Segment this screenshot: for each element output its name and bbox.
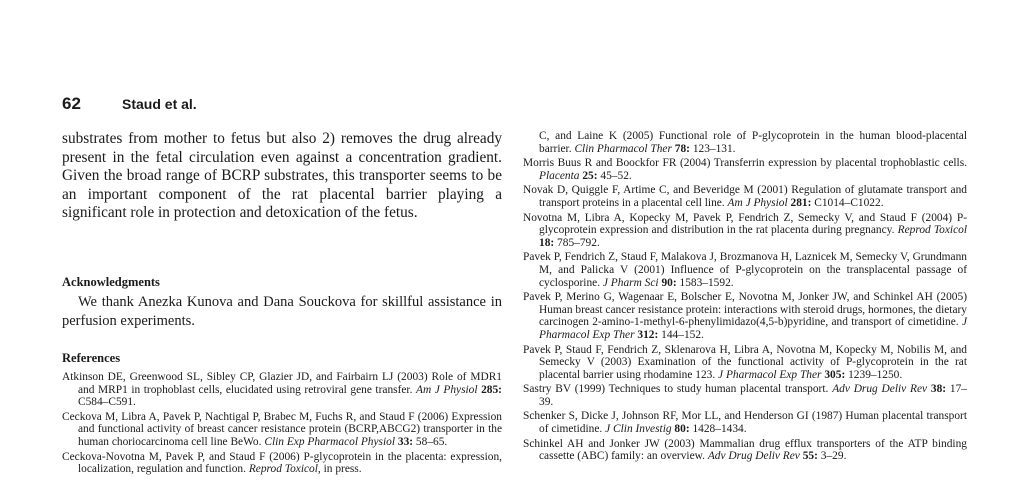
reference-item <box>62 371 502 409</box>
reference-pages: C584–C591. <box>78 396 136 409</box>
reference-journal: J Clin Investig <box>605 423 672 436</box>
reference-text: Schinkel AH and Jonker JW (2003) Mammalian drug efflux transporters of the ATP binding cassette (ABC) family: an overview. <box>523 437 967 463</box>
reference-item <box>523 157 967 182</box>
reference-text: Pavek P, Staud F, Fendrich Z, Sklenarova H, Libra A, Novotna M, Kopecky M, Nobilis M, and Semecky V (2003) Examination of the functional activity of P-glycoprotein in the rat placental barrier using rhodamine 123. <box>523 343 967 381</box>
reference-item <box>62 411 502 449</box>
reference-item <box>523 184 967 209</box>
reference-text: Atkinson DE, Greenwood SL, Sibley CP, Glazier JD, and Fairbairn LJ (2003) Role of MDR1 and MRP1 in trophoblast cells, elucidated using retroviral gene transfer. <box>62 371 502 396</box>
reference-pages: 1239–1250. <box>848 368 903 381</box>
reference-item <box>523 212 967 250</box>
reference-volume: 281: <box>790 196 812 209</box>
references-list-left <box>62 371 502 478</box>
reference-volume: 38: <box>930 383 947 396</box>
reference-journal: Clin Exp Pharmacol Physiol <box>264 435 396 448</box>
references-heading: References <box>62 351 121 365</box>
reference-text: Ceckova-Novotna M, Pavek P, and Staud F (2006) P-glycoprotein in the placenta: expression, localization, regulation and function. <box>62 450 502 476</box>
reference-item <box>523 383 967 408</box>
reference-pages: 144–152. <box>661 328 704 341</box>
reference-journal: J Pharmacol Exp Ther <box>718 368 822 381</box>
reference-item <box>523 130 967 155</box>
reference-journal: J Pharmacol Exp Ther <box>539 316 967 341</box>
reference-pages: 785–792. <box>557 236 600 249</box>
reference-journal: Adv Drug Deliv Rev <box>707 450 800 463</box>
reference-volume: 90: <box>661 276 677 289</box>
reference-pages: 1583–1592. <box>679 276 734 289</box>
page-number: 62 <box>62 94 81 113</box>
reference-text: Novotna M, Libra A, Kopecky M, Pavek P, Fendrich Z, Semecky V, and Staud F (2004) P-glycoprotein expression and distribution in the rat placenta during pregnancy. <box>523 211 967 237</box>
reference-item <box>523 291 967 341</box>
reference-pages: 1428–1434. <box>692 423 747 436</box>
reference-pages: in press. <box>323 463 362 476</box>
reference-journal: Reprod Toxicol, <box>248 463 321 476</box>
reference-pages: 3–29. <box>820 450 847 463</box>
reference-journal: Placenta <box>539 169 580 182</box>
reference-text: Pavek P, Fendrich Z, Staud F, Malakova J, Brozmanova H, Laznicek M, Semecky V, Grundmann M, and Palicka V (2001) Influence of P-glycoprotein on the transplacental passage of cyclosporine. <box>523 251 967 289</box>
reference-item <box>523 344 967 382</box>
reference-journal: Adv Drug Deliv Rev <box>832 383 928 396</box>
reference-text: Ceckova M, Libra A, Pavek P, Nachtigal P, Brabec M, Fuchs R, and Staud F (2006) Expression and functional activity of breast cancer resistance protein (BCRP,ABCG2) transporter in the human choriocarcinoma cell line BeWo. <box>62 410 502 448</box>
reference-pages: 45–52. <box>600 169 632 182</box>
reference-pages: 58–65. <box>415 435 448 448</box>
reference-pages: 17–39. <box>539 383 967 408</box>
reference-text: Morris Buus R and Boockfor FR (2004) Transferrin expression by placental trophoblastic cells. <box>523 157 967 170</box>
reference-volume: 78: <box>674 142 690 155</box>
reference-journal: Clin Pharmacol Ther <box>574 142 672 155</box>
reference-pages: 123–131. <box>692 142 736 155</box>
reference-volume: 33: <box>397 435 414 448</box>
reference-volume: 80: <box>674 423 690 436</box>
acknowledgments-text: We thank Anezka Kunova and Dana Souckova for skillful assistance in perfusion experiments. <box>62 294 502 329</box>
reference-volume: 285: <box>481 383 502 396</box>
reference-text: Schenker S, Dicke J, Johnson RF, Mor LL, and Henderson GI (1987) Human placental transport of cimetidine. <box>523 410 967 436</box>
right-column <box>523 130 967 465</box>
acknowledgments-heading: Acknowledgments <box>62 275 160 289</box>
reference-volume: 18: <box>539 236 555 249</box>
reference-volume: 305: <box>824 368 846 381</box>
reference-item <box>523 410 967 435</box>
references-list-right <box>523 130 967 463</box>
reference-volume: 55: <box>802 450 818 463</box>
reference-text: Sastry BV (1999) Techniques to study human placental transport. <box>523 383 829 396</box>
reference-volume: 312: <box>637 328 659 341</box>
reference-volume: 25: <box>582 169 598 182</box>
reference-text: Novak D, Quiggle F, Artime C, and Beveridge M (2001) Regulation of glutamate transport and transport proteins in a placental cell line. <box>523 184 967 209</box>
running-head: Staud et al. <box>122 96 197 112</box>
reference-journal: Am J Physiol <box>727 196 788 209</box>
reference-item <box>523 438 967 463</box>
reference-journal: J Pharm Sci <box>602 276 659 289</box>
reference-journal: Am J Physiol <box>416 383 478 396</box>
reference-item <box>523 251 967 289</box>
body-paragraph: substrates from mother to fetus but also 2) removes the drug already present in the fetal circulation even against a concentration gradient. Given the broad range of BCRP substrates, this transporter seems to be an important component of the rat placental barrier playing a significant role in protection and detoxication of the fetus. <box>62 130 502 221</box>
reference-text: C, and Laine K (2005) Functional role of P-glycoprotein in the human blood-placental barrier. <box>539 130 967 155</box>
reference-pages: C1014–C1022. <box>814 196 884 209</box>
reference-item <box>62 451 502 476</box>
reference-text: Pavek P, Merino G, Wagenaar E, Bolscher E, Novotna M, Jonker JW, and Schinkel AH (2005) Human breast cancer resistance protein: interactions with steroid drugs, hormones, the dietary carcinogen 2-amino-1-methyl-6-phenylimidazo(4,5-b)pyridine, and transport of cimetidine. <box>523 291 967 329</box>
left-column <box>62 130 502 476</box>
reference-journal: Reprod Toxicol <box>897 224 968 237</box>
